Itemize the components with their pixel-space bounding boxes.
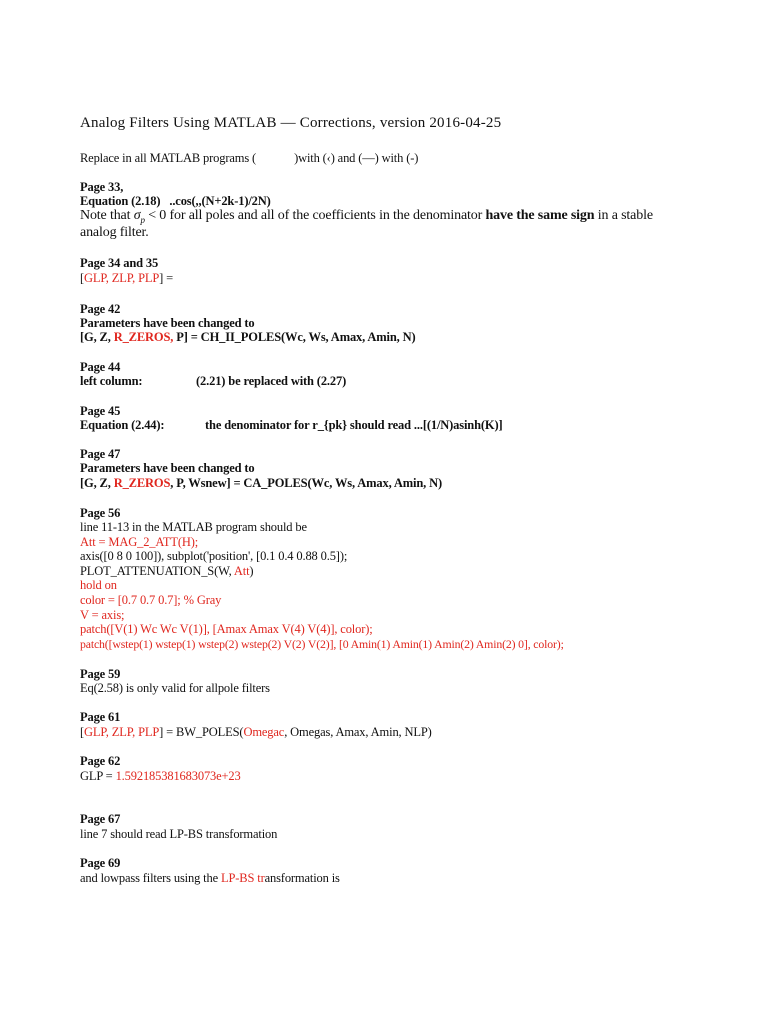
- page42-a: [G, Z,: [80, 330, 111, 344]
- page33-note-c: in a stable: [597, 208, 653, 223]
- page47-line2: [80, 476, 442, 490]
- page61-rest: , Omegas, Amax, Amin, NLP): [284, 725, 432, 739]
- page44-text: (2.21) be replaced with (2.27): [196, 374, 347, 388]
- page34-heading: Page 34 and 35: [80, 256, 159, 270]
- page62-line: [80, 769, 241, 783]
- page42-line1: Parameters have been changed to: [80, 316, 255, 330]
- page61-red2: Omegac: [243, 725, 285, 739]
- page56-line2: Att = MAG_2_ATT(H);: [80, 535, 199, 549]
- document-title: Analog Filters Using MATLAB — Corrections, version 2016-04-25: [80, 115, 502, 131]
- page56-line6: color = [0.7 0.7 0.7]; % Gray: [80, 593, 222, 607]
- page62-heading: Page 62: [80, 754, 121, 768]
- page61-open: [: [80, 725, 85, 739]
- page33-note-line1: [80, 209, 653, 227]
- page45-heading: Page 45: [80, 404, 121, 418]
- page34-open-bracket: [: [80, 271, 85, 285]
- page67-text: line 7 should read LP-BS transformation: [80, 827, 278, 841]
- page33-eq-label: Equation (2.18): [80, 194, 161, 208]
- page33-note-a: Note that: [80, 208, 131, 223]
- page69-heading: Page 69: [80, 856, 121, 870]
- page45-label: Equation (2.44):: [80, 418, 165, 432]
- page47-red-text: R_ZEROS: [113, 476, 171, 490]
- page42-b: P] = CH_II_POLES(Wc, Ws, Amax, Amin, N): [176, 330, 416, 344]
- page47-a: [G, Z,: [80, 476, 111, 490]
- page69-red: LP-BS tr: [220, 871, 265, 885]
- page56-line4b: ): [249, 564, 254, 578]
- sigma-subscript: p: [140, 214, 145, 225]
- intro-line: [80, 151, 418, 165]
- page33-heading: Page 33,: [80, 180, 124, 194]
- page56-line4-red: Att: [233, 564, 250, 578]
- page42-line2: [80, 330, 416, 344]
- page56-line4a: PLOT_ATTENUATION_S(W,: [80, 564, 232, 578]
- page59-heading: Page 59: [80, 667, 121, 681]
- page33-note-bold: have the same sign: [485, 208, 595, 223]
- page44-heading: Page 44: [80, 360, 121, 374]
- page56-line1: line 11-13 in the MATLAB program should be: [80, 520, 307, 534]
- page33-note-b: < 0 for all poles and all of the coefficients in the denominator: [148, 208, 483, 223]
- sigma-symbol: σ: [133, 208, 141, 223]
- page69-b: ansformation is: [264, 871, 340, 885]
- page42-heading: Page 42: [80, 302, 121, 316]
- page34-close: ] =: [159, 271, 174, 285]
- page62-label: GLP =: [80, 769, 113, 783]
- page61-red1: GLP, ZLP, PLP: [84, 725, 160, 739]
- page61-line: [80, 725, 432, 739]
- page56-line7: V = axis;: [80, 608, 125, 622]
- page56-heading: Page 56: [80, 506, 121, 520]
- page44-line: [80, 374, 346, 388]
- page56-line5: hold on: [80, 578, 117, 592]
- page34-line: [80, 271, 173, 285]
- page56-line3: axis([0 8 0 100]), subplot('position', [0.1 0.4 0.88 0.5]);: [80, 549, 348, 563]
- page59-text: Eq(2.58) is only valid for allpole filters: [80, 681, 270, 695]
- page33-equation: [80, 194, 271, 208]
- page69-a: and lowpass filters using the: [80, 871, 218, 885]
- intro-text-a: Replace in all MATLAB programs (: [80, 151, 257, 165]
- page33-note-line2: analog filter.: [80, 225, 149, 240]
- intro-text-b: )with (‹) and (—) with (-): [294, 151, 419, 165]
- page62-red-value: 1.592185381683073e+23: [115, 769, 241, 783]
- page61-mid: ] = BW_POLES(: [159, 725, 244, 739]
- page56-line4: [80, 564, 253, 578]
- page47-heading: Page 47: [80, 447, 121, 461]
- page45-text: the denominator for r_{pk} should read ...[(1/N)asinh(K)]: [205, 418, 503, 432]
- page33-eq-text: ..cos(,,(N+2k-1)/2N): [169, 194, 271, 208]
- page56-line9: patch([wstep(1) wstep(1) wstep(2) wstep(2) V(2) V(2)], [0 Amin(1) Amin(1) Amin(2) Amin(2) 0], color);: [80, 637, 564, 651]
- page56-line8: patch([V(1) Wc Wc V(1)], [Amax Amax V(4) V(4)], color);: [80, 622, 373, 636]
- page45-line: [80, 418, 503, 432]
- page61-heading: Page 61: [80, 710, 121, 724]
- page69-line: [80, 871, 340, 885]
- page44-label: left column:: [80, 374, 143, 388]
- page42-red-text: R_ZEROS,: [113, 330, 174, 344]
- page34-red-text: GLP, ZLP, PLP: [84, 271, 160, 285]
- page47-line1: Parameters have been changed to: [80, 461, 255, 475]
- page67-heading: Page 67: [80, 812, 121, 826]
- page47-b: , P, Wsnew] = CA_POLES(Wc, Ws, Amax, Amin, N): [170, 476, 442, 490]
